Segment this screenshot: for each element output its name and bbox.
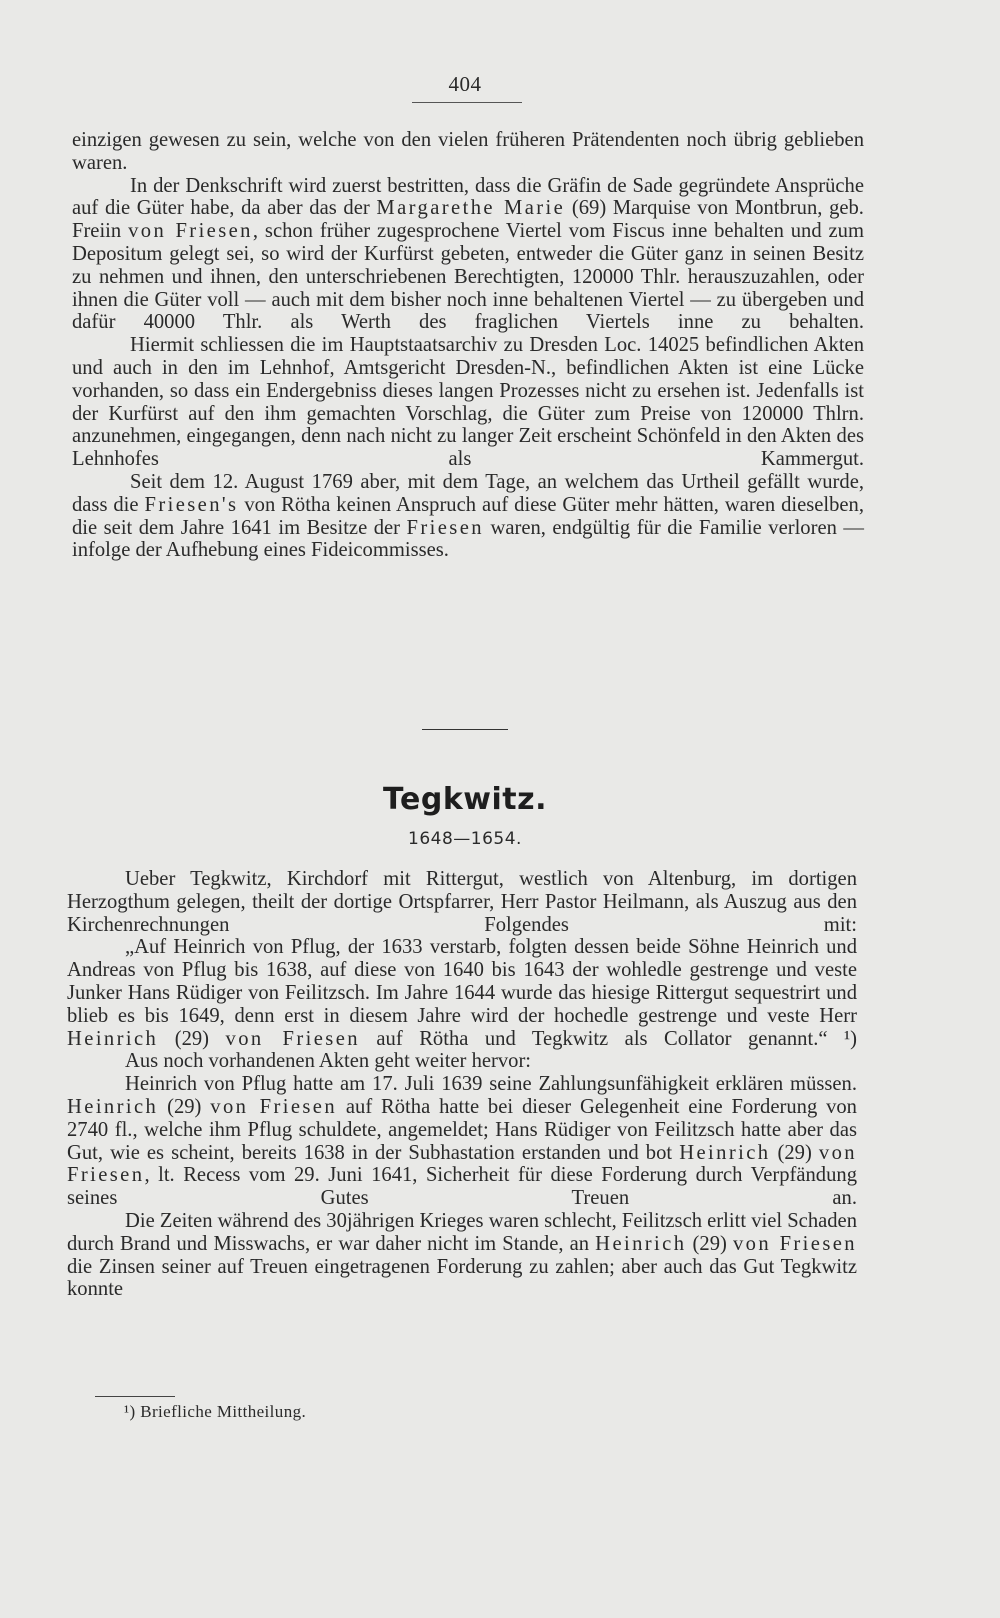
page-number: 404 — [448, 72, 482, 96]
paragraph: In der Denkschrift wird zuerst bestritten, dass die Gräfin de Sade gegründete Ansprüche auf die Güter habe, da aber das der Margarethe Marie (69) Marquise von Montbrun, geb. Freiin von Friesen, schon früher zugesprochene Viertel vom Fiscus inne behalten und zum Depositum gelegt sei, so wird der Kurfürst gebeten, entweder die Güter ganz in seinen Besitz zu nehmen und ihnen, den unterschriebenen Berechtigten, 120000 Thlr. herauszuzahlen, oder ihnen die Güter voll — auch mit dem bisher noch inne behaltenen Viertel — zu übergeben und dafür 40000 Thlr. als Werth des fraglichen Viertels inne zu behalten. — [72, 174, 864, 334]
paragraph: Hiermit schliessen die im Hauptstaatsarchiv zu Dresden Loc. 14025 befindlichen Akten und auch in den im Lehnhof, Amtsgericht Dresden-N., befindlichen Akten ist eine Lücke vorhanden, so dass ein Endergebniss dieses langen Prozesses nicht zu ersehen ist. Jedenfalls ist der Kurfürst auf den ihm gemachten Vorschlag, die Güter zum Preise von 120000 Thlrn. anzunehmen, eingegangen, denn nach nicht zu langer Zeit erscheint Schönfeld in den Akten des Lehnhofes als Kammergut. — [72, 334, 864, 471]
section-divider — [422, 729, 508, 730]
page-number-rule — [412, 102, 522, 103]
paragraph: Die Zeiten während des 30jährigen Krieges waren schlecht, Feilitzsch erlitt viel Schaden durch Brand und Misswachs, er war daher nicht im Stande, an Heinrich (29) von Friesen die Zinsen seiner auf Treuen eingetragenen Forderung zu zahlen; aber auch das Gut Tegkwitz konnte — [67, 1209, 857, 1301]
section-title: Tegkwitz. — [383, 782, 547, 817]
section-dates: 1648—1654. — [408, 829, 522, 849]
section-text-2 — [67, 868, 857, 1301]
paragraph: Heinrich von Pflug hatte am 17. Juli 1639 seine Zahlungsunfähigkeit erklären müssen. Heinrich (29) von Friesen auf Rötha hatte bei dieser Gelegenheit eine Forderung von 2740 fl., welche ihm Pflug schuldete, angemeldet; Hans Rüdiger von Feilitzsch hatte aber das Gut, wie es scheint, bereits 1638 in der Subhastation erstanden und bot Heinrich (29) von Friesen, lt. Recess vom 29. Juni 1641, Sicherheit für diese Forderung durch Verpfändung seines Gutes Treuen an. — [67, 1073, 857, 1210]
paragraph: „Auf Heinrich von Pflug, der 1633 verstarb, folgten dessen beide Söhne Heinrich und Andreas von Pflug bis 1638, auf diese von 1640 bis 1643 der wohledle gestrenge und veste Junker Hans Rüdiger von Feilitzsch. Im Jahre 1644 wurde das hiesige Rittergut sequestrirt und blieb es bis 1649, denn erst in diesem Jahre wird der hochedle gestrenge und veste Herr Heinrich (29) von Friesen auf Rötha und Tegkwitz als Collator genannt.“ ¹) — [67, 936, 858, 1050]
footnote: ¹) Briefliche Mittheilung. — [124, 1402, 307, 1421]
paragraph: einzigen gewesen zu sein, welche von den vielen früheren Prätendenten noch übrig geblieben waren. — [72, 129, 864, 174]
paragraph: Seit dem 12. August 1769 aber, mit dem Tage, an welchem das Urtheil gefällt wurde, dass die Friesen's von Rötha keinen Anspruch auf diese Güter mehr hätten, waren dieselben, die seit dem Jahre 1641 im Besitze der Friesen waren, endgültig für die Familie verloren — infolge der Aufhebung eines Fideicommisses. — [72, 470, 864, 562]
section-text-1 — [72, 129, 864, 562]
paragraph: Ueber Tegkwitz, Kirchdorf mit Rittergut, westlich von Altenburg, im dortigen Herzogthum gelegen, theilt der dortige Ortspfarrer, Herr Pastor Heilmann, als Auszug aus den Kirchenrechnungen Folgendes mit: — [67, 868, 857, 936]
paragraph: Aus noch vorhandenen Akten geht weiter hervor: — [125, 1050, 532, 1073]
footnote-rule — [95, 1396, 175, 1397]
